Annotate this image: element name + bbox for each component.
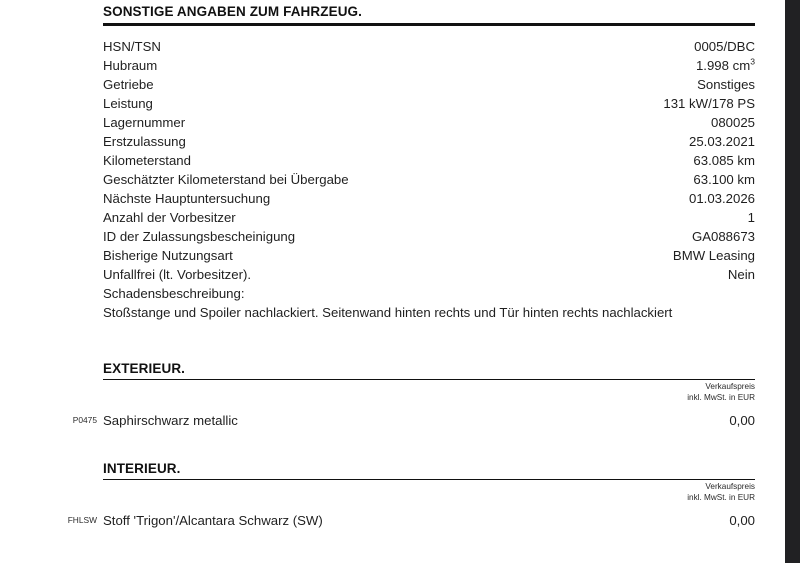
row-label: Getriebe: [103, 77, 154, 92]
row-value: 25.03.2021: [688, 134, 755, 149]
price-header-label-2: inkl. MwSt. in EUR: [687, 492, 755, 502]
row-value: GA088673: [691, 229, 755, 244]
list-item: [67, 511, 755, 530]
row-label: Erstzulassung: [103, 134, 186, 149]
row-value: 131 kW/178 PS: [663, 96, 755, 111]
table-row: [103, 246, 755, 265]
option-price: 0,00: [729, 413, 755, 428]
row-value: Sonstiges: [697, 77, 755, 92]
row-value: [696, 56, 755, 75]
table-row: [103, 56, 755, 75]
vehicle-section-rule: [103, 23, 755, 26]
row-value: 1: [747, 210, 755, 225]
row-value-text: 1.998 cm: [695, 58, 751, 73]
table-row: [103, 151, 755, 170]
table-row: [103, 37, 755, 56]
row-label: HSN/TSN: [103, 39, 161, 54]
price-header-line2: [103, 493, 755, 504]
table-row: [103, 170, 755, 189]
price-header-line1: [103, 382, 755, 393]
list-item: [72, 411, 755, 430]
interior-items-list: [67, 511, 755, 530]
row-value: 63.100 km: [693, 172, 755, 187]
row-label: Bisherige Nutzungsart: [103, 248, 233, 263]
vehicle-section-heading: [103, 4, 755, 20]
row-label: Lagernummer: [103, 115, 186, 130]
option-price: 0,00: [729, 513, 755, 528]
row-label: Hubraum: [103, 58, 158, 73]
exterior-section-heading: [103, 361, 755, 377]
superscript-three: 3: [750, 56, 755, 67]
table-row: [103, 265, 755, 284]
row-value: BMW Leasing: [672, 248, 755, 263]
row-label: Leistung: [103, 96, 153, 111]
exterior-items-list: [72, 411, 755, 430]
price-header-line2: [103, 393, 755, 404]
interior-section-title: INTERIEUR.: [103, 461, 181, 476]
option-code: P0475: [72, 415, 97, 425]
vehicle-section-title: SONSTIGE ANGABEN ZUM FAHRZEUG.: [103, 4, 363, 19]
row-value: Nein: [727, 267, 755, 282]
row-label: Kilometerstand: [103, 153, 191, 168]
horizontal-rule: [103, 379, 755, 380]
table-row: [103, 189, 755, 208]
price-header-label-1: Verkaufspreis: [705, 482, 755, 491]
interior-section-rule: [103, 479, 755, 480]
row-label: Unfallfrei (lt. Vorbesitzer).: [103, 267, 252, 282]
row-value: 0005/DBC: [694, 39, 755, 54]
table-row: [103, 132, 755, 151]
row-value: 01.03.2026: [688, 191, 755, 206]
damage-description-label: Schadensbeschreibung:: [103, 286, 245, 301]
row-label: ID der Zulassungsbescheinigung: [103, 229, 296, 244]
row-label: Geschätzter Kilometerstand bei Übergabe: [103, 172, 349, 187]
exterior-section-title: EXTERIEUR.: [103, 361, 186, 376]
table-row: [103, 227, 755, 246]
table-row: [103, 113, 755, 132]
horizontal-rule: [103, 479, 755, 480]
option-code: FHLSW: [67, 515, 97, 525]
interior-section-heading: [103, 461, 755, 477]
option-name: Saphirschwarz metallic: [103, 413, 238, 428]
row-label: Nächste Hauptuntersuchung: [103, 191, 271, 206]
horizontal-rule: [103, 23, 755, 26]
price-header-label-2: inkl. MwSt. in EUR: [687, 392, 755, 402]
exterior-price-column-header: [103, 382, 755, 403]
price-header-label-1: Verkaufspreis: [705, 382, 755, 391]
row-label: Anzahl der Vorbesitzer: [103, 210, 236, 225]
option-name: Stoff 'Trigon'/Alcantara Schwarz (SW): [103, 513, 323, 528]
page-edge-shadow: [785, 0, 800, 563]
table-row: [103, 208, 755, 227]
damage-description-text: Stoßstange und Spoiler nachlackiert. Seitenwand hinten rechts und Tür hinten rechts nachlackiert: [103, 305, 673, 320]
row-value: 080025: [710, 115, 755, 130]
row-value: 63.085 km: [693, 153, 755, 168]
vehicle-details-table: [103, 37, 755, 322]
table-row: [103, 94, 755, 113]
exterior-section-rule: [103, 379, 755, 380]
interior-price-column-header: [103, 482, 755, 503]
table-row: [103, 75, 755, 94]
price-header-line1: [103, 482, 755, 493]
